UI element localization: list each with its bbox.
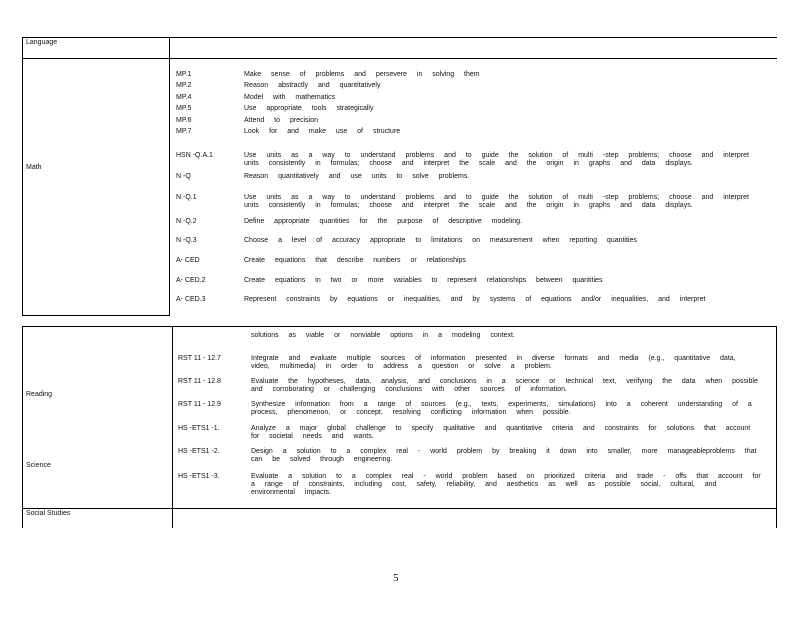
standard-code: MP.4 <box>176 94 192 101</box>
standard-text: Create equations in two or more variables to represent relationships between quantities <box>244 277 603 284</box>
standard-code: A- CED <box>176 257 200 264</box>
standard-text: Make sense of problems and persevere in solving them <box>244 71 480 78</box>
standard-text: Use appropriate tools strategically <box>244 105 374 112</box>
math-label: Math <box>26 164 42 171</box>
science-label: Science <box>26 462 51 469</box>
standard-code: RST 11 - 12.8 <box>178 378 221 385</box>
standard-code: HSN -Q.A.1 <box>176 152 213 159</box>
standard-text: Choose a level of accuracy appropriate to limitations on measurement when reporting quantities <box>244 237 637 244</box>
standard-code: N -Q.2 <box>176 218 197 225</box>
standard-text: Evaluate the hypotheses, data, analysis, and conclusions in a science or technical text, verifying the data when possible and corroborating or challenging conclusions with other sources of information. <box>251 378 758 393</box>
standard-code: RST 11 - 12.7 <box>178 355 221 362</box>
standard-text: Reason quantitatively and use units to solve problems. <box>244 173 470 180</box>
standard-text: Design a solution to a complex real - world problem by breaking it down into smaller, more manageableproblems that can be solved through engineering. <box>251 448 757 463</box>
standard-code: RST 11 - 12.9 <box>178 401 221 408</box>
table-1-left-border <box>22 37 23 316</box>
page-number: 5 <box>393 572 399 584</box>
table-2-left-border <box>22 326 23 528</box>
standard-text: Represent constraints by equations or inequalities, and by systems of equations and/or inequalities, and interpret <box>244 296 706 303</box>
standard-text: Model with mathematics <box>244 94 336 101</box>
standard-code: MP.7 <box>176 128 192 135</box>
standard-text: Analyze a major global challenge to specify qualitative and quantitative criteria and constraints for solutions that account for societal needs and wants. <box>251 425 751 440</box>
table-2-row-divider <box>22 508 777 509</box>
table-2-right-border <box>776 326 777 528</box>
standard-code: HS -ETS1 -1. <box>178 425 220 432</box>
social-studies-label: Social Studies <box>26 510 71 517</box>
standard-text: Use units as a way to understand problems and to guide the solution of multi -step problems; choose and interpret units consistently in formulas; choose and interpret the scale and the origin in graphs and data displays. <box>244 152 749 167</box>
standard-text: Create equations that describe numbers or relationships <box>244 257 466 264</box>
table-2-column-divider <box>172 326 173 528</box>
table-1-bottom-border <box>22 315 170 316</box>
standard-text: Look for and make use of structure <box>244 128 401 135</box>
standard-text: Attend to precision <box>244 117 318 124</box>
table-1-column-divider <box>169 37 170 316</box>
standard-code: MP.2 <box>176 82 192 89</box>
standard-text: Use units as a way to understand problems and to guide the solution of multi -step problems; choose and interpret units consistently in formulas; choose and interpret the scale and the origin in graphs and data displays. <box>244 194 749 209</box>
standard-code: HS -ETS1 -3. <box>178 473 220 480</box>
standard-text: Define appropriate quantities for the purpose of descriptive modeling. <box>244 218 523 225</box>
standard-code: N -Q.1 <box>176 194 197 201</box>
continuation-text: solutions as viable or nonviable options in a modeling context. <box>251 332 515 339</box>
standard-code: MP.1 <box>176 71 192 78</box>
standard-code: MP.5 <box>176 105 192 112</box>
standard-code: HS -ETS1 -2. <box>178 448 220 455</box>
standard-text: Evaluate a solution to a complex real - world problem based on prioritized criteria and trade - offs that account for a range of constraints, including cost, safety, reliability, and aesthetics as well as possible social, cultural, and environmental impacts. <box>251 473 761 496</box>
reading-label: Reading <box>26 391 53 398</box>
standard-code: A- CED.2 <box>176 277 206 284</box>
standard-code: N -Q <box>176 173 191 180</box>
language-label: Language <box>26 39 58 46</box>
table-1-top-border <box>22 37 777 38</box>
standard-code: A- CED.3 <box>176 296 206 303</box>
standard-text: Integrate and evaluate multiple sources of information presented in diverse formats and media (e.g., quantitative data, video, multimedia) in order to address a question or solve a problem. <box>251 355 736 370</box>
standard-text: Synthesize information from a range of sources (e.g., texts, experiments, simulations) into a coherent understanding of a process, phenomenon, or concept, resolving conflicting information when possible. <box>251 401 752 416</box>
table-1-row-divider <box>22 58 777 59</box>
table-2-top-border <box>22 326 777 327</box>
standard-code: N -Q.3 <box>176 237 197 244</box>
standard-text: Reason abstractly and quantitatively <box>244 82 381 89</box>
standard-code: MP.6 <box>176 117 192 124</box>
